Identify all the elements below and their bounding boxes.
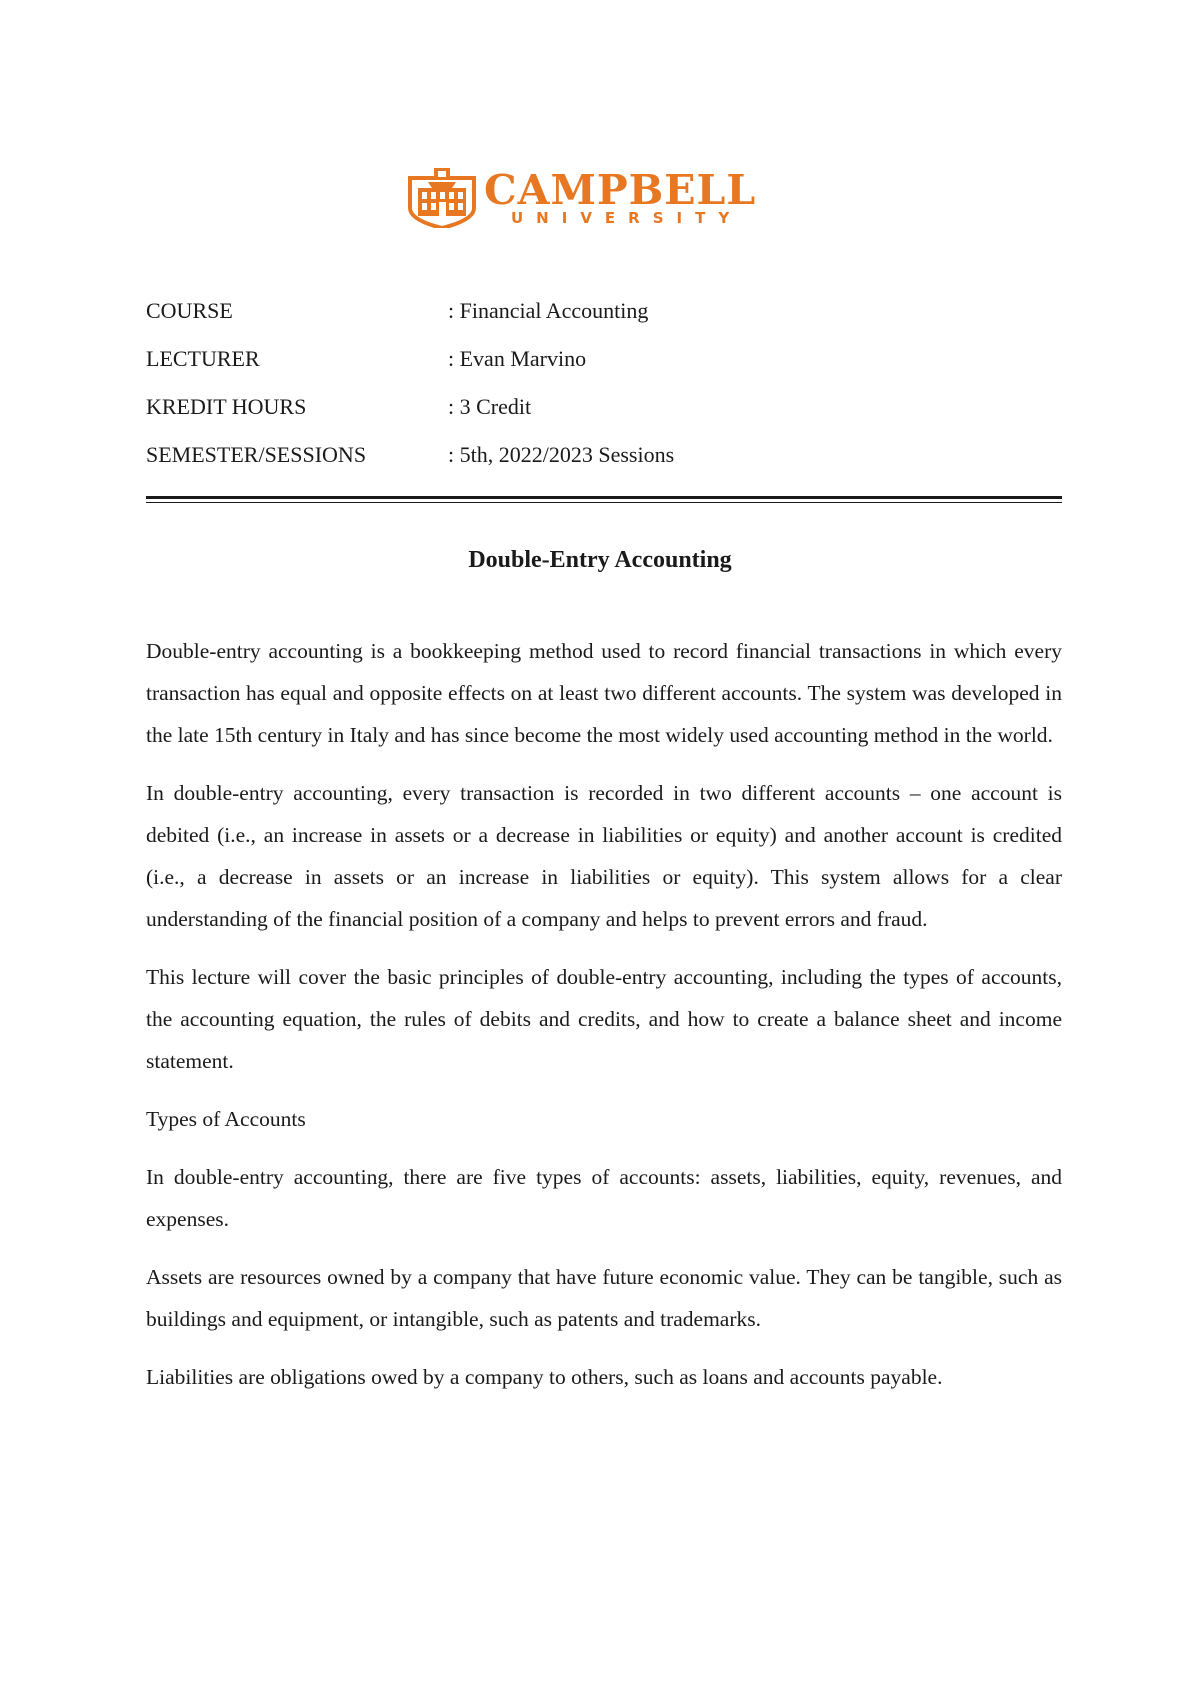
document-title: Double-Entry Accounting [468,547,732,573]
paragraph: This lecture will cover the basic principles of double-entry accounting, including the types of accounts, the accounting equation, the rules of debits and credits, and how to create a balance sheet and income statement. [146,965,1062,1073]
paragraph: In double-entry accounting, every transaction is recorded in two different accounts – one account is debited (i.e., an increase in assets or a decrease in liabilities or equity) and another account is credited (i.e., a decrease in assets or an increase in liabilities or equity). This system allows for a clear understanding of the financial position of a company and helps to prevent errors and fraud. [146,781,1062,931]
info-label: COURSE [146,298,233,323]
paragraph: Double-entry accounting is a bookkeeping method used to record financial transactions in which every transaction has equal and opposite effects on at least two different accounts. The system was developed in the late 15th century in Italy and has since become the most widely used accounting method in the world. [146,639,1062,747]
info-row-semester [146,440,1066,488]
paragraph: Assets are resources owned by a company that have future economic value. They can be tangible, such as buildings and equipment, or intangible, such as patents and trademarks. [146,1265,1062,1331]
divider-thin [146,502,1062,503]
info-value: : 3 Credit [448,394,532,419]
info-label: SEMESTER/SESSIONS [146,442,367,467]
info-row-course [146,296,1066,344]
divider-thick [146,496,1062,499]
document-body [146,630,1062,1414]
info-label: LECTURER [146,346,260,371]
section-heading: Types of Accounts [146,1107,306,1131]
paragraph: Liabilities are obligations owed by a company to others, such as loans and accounts payable. [146,1365,943,1389]
info-value: : Evan Marvino [448,346,587,371]
info-row-credit-hours [146,392,1066,440]
info-row-lecturer [146,344,1066,392]
info-label: KREDIT HOURS [146,394,307,419]
paragraph: In double-entry accounting, there are five types of accounts: assets, liabilities, equity, revenues, and expenses. [146,1165,1062,1231]
info-value: : 5th, 2022/2023 Sessions [448,442,675,467]
info-value: : Financial Accounting [448,298,649,323]
course-info-table [146,296,1066,488]
logo-subtitle: UNIVERSITY [511,209,743,227]
university-logo [408,168,756,228]
building-icon [408,168,476,228]
logo-name: CAMPBELL [484,166,757,214]
